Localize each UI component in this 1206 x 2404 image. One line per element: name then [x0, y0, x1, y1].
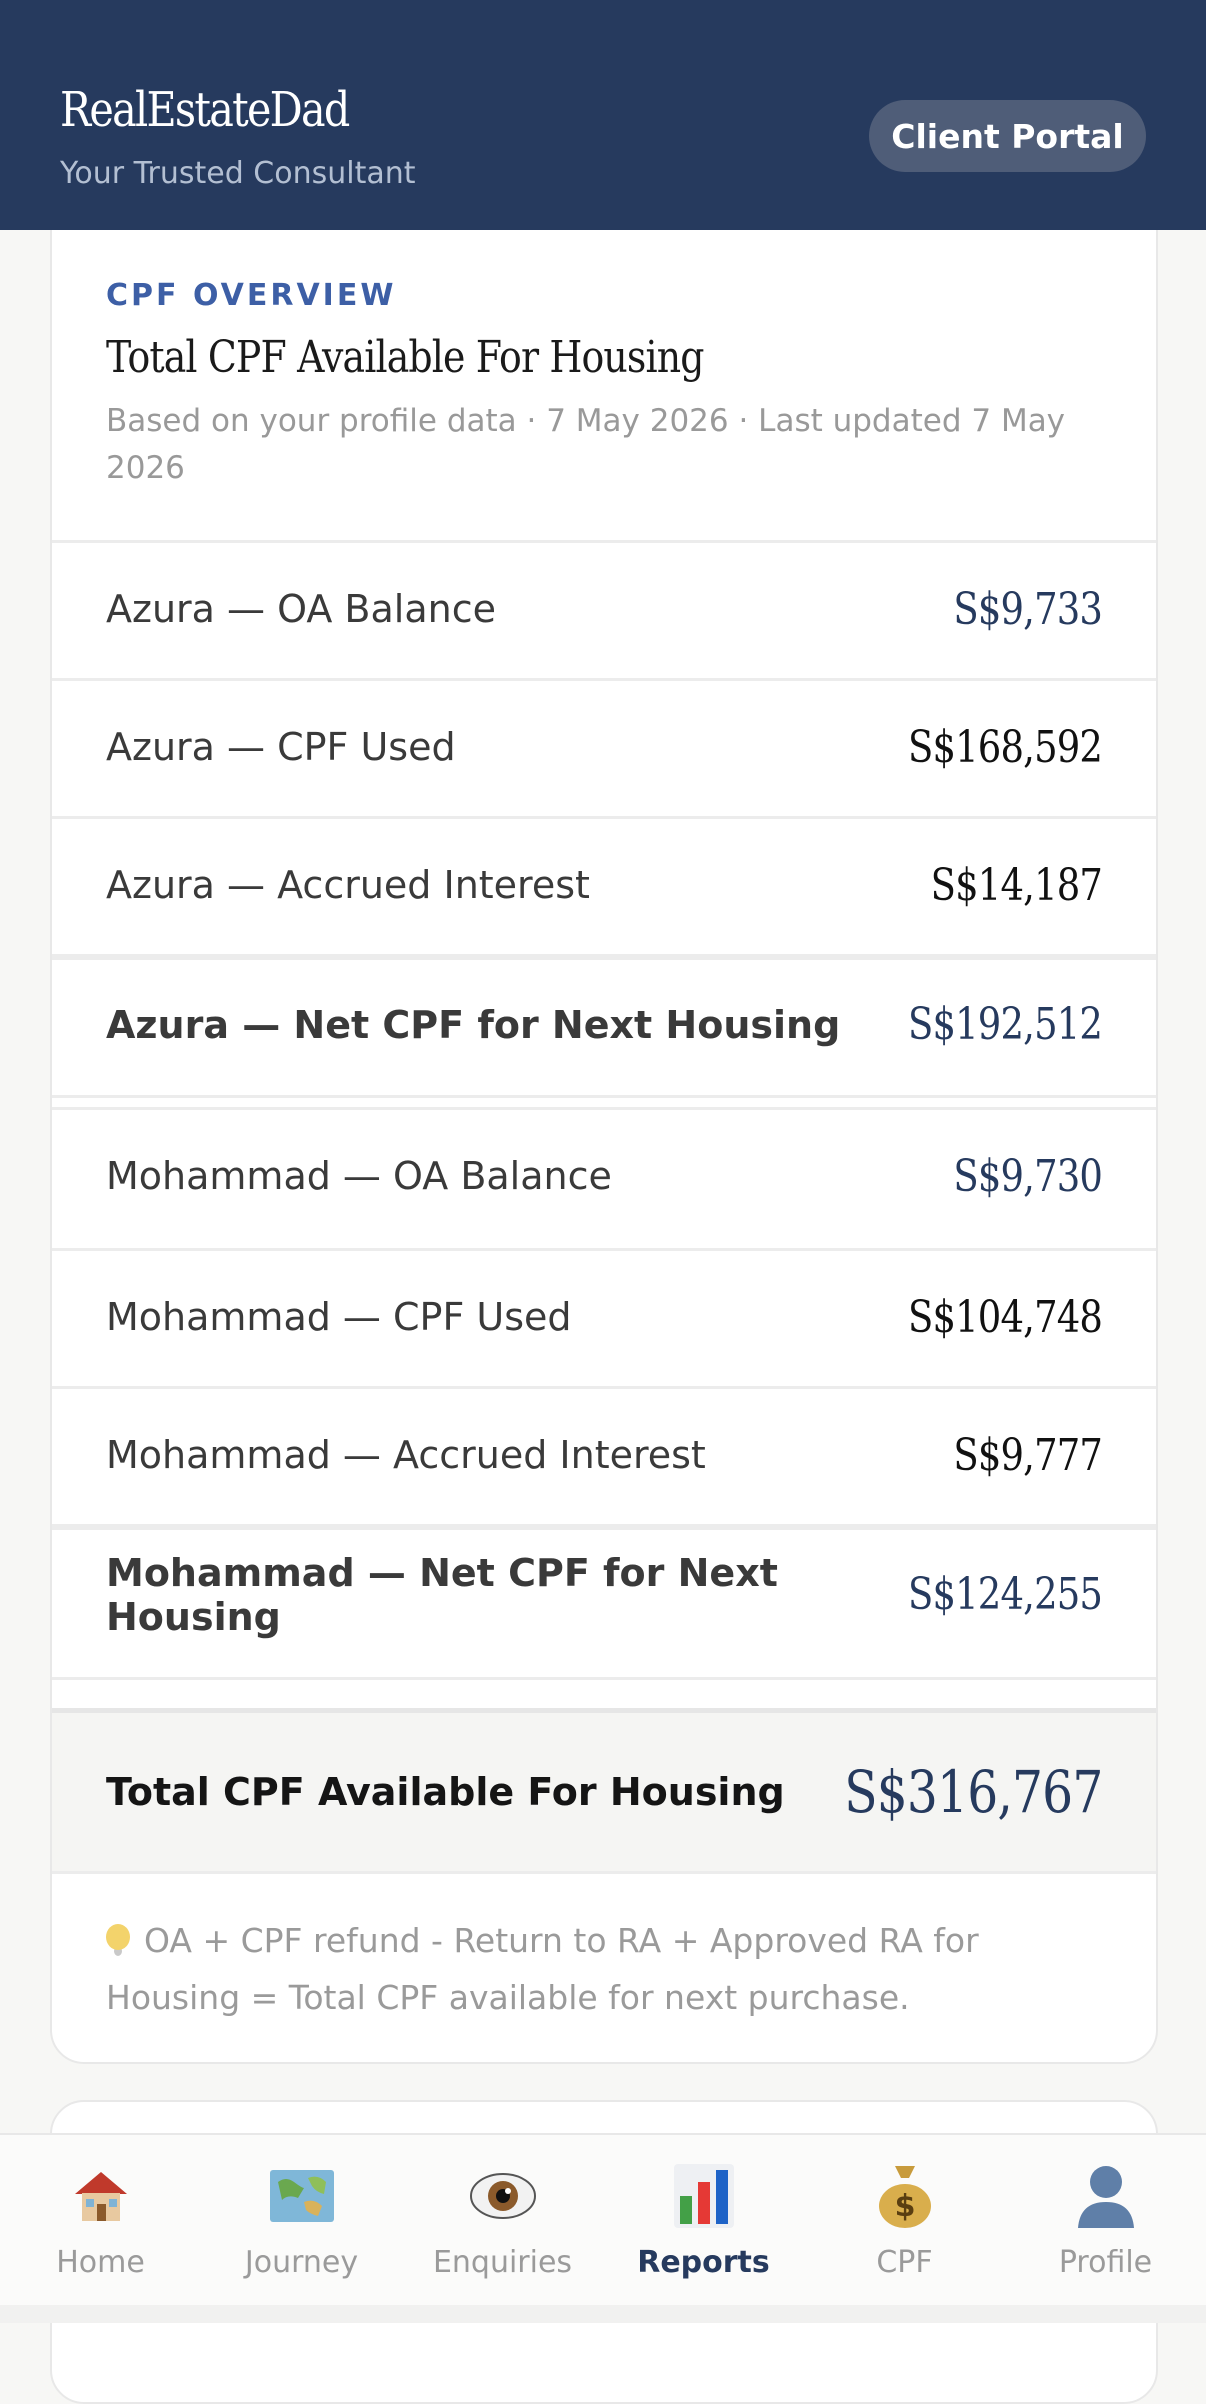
cpf-row-azura-cpf-used — [52, 678, 1156, 813]
bar-chart-icon — [669, 2161, 739, 2231]
card-header — [52, 192, 1156, 540]
svg-text:$: $ — [894, 2189, 915, 2224]
row-separator — [52, 1095, 1156, 1107]
brand-tagline: Your Trusted Consultant — [60, 156, 416, 191]
nav-item-home[interactable] — [0, 2135, 201, 2307]
nav-label: Enquiries — [432, 2245, 573, 2280]
total-label: Total CPF Available For Housing — [106, 1770, 785, 1814]
nav-label: Journey — [244, 2245, 359, 2280]
section-eyebrow: CPF OVERVIEW — [106, 278, 397, 313]
card-title: Total CPF Available For Housing — [106, 332, 704, 383]
row-label: Azura — CPF Used — [106, 725, 456, 769]
formula-note — [106, 1912, 1106, 2026]
cpf-row-azura-accrued-interest — [52, 816, 1156, 951]
nav-label: Reports — [637, 2245, 770, 2280]
nav-item-journey[interactable] — [201, 2135, 402, 2307]
nav-item-profile[interactable] — [1005, 2135, 1206, 2307]
total-cpf-row — [52, 1708, 1156, 1874]
cpf-row-azura-oa-balance — [52, 540, 1156, 675]
row-value: S$168,592 — [907, 721, 1102, 773]
cpf-row-mohammad-oa-balance — [52, 1107, 1156, 1242]
nav-label: CPF — [876, 2245, 933, 2280]
row-value: S$9,777 — [953, 1429, 1102, 1481]
person-icon — [1071, 2161, 1141, 2231]
row-label: Azura — Net CPF for Next Housing — [106, 1002, 841, 1047]
cpf-row-mohammad-net — [52, 1524, 1156, 1659]
row-label: Mohammad — CPF Used — [106, 1295, 572, 1339]
client-portal-button[interactable]: Client Portal — [869, 100, 1146, 172]
row-label: Mohammad — Net CPF for Next Housing — [106, 1550, 778, 1639]
cpf-row-mohammad-accrued-interest — [52, 1386, 1156, 1521]
cpf-row-azura-net — [52, 954, 1156, 1089]
row-label: Azura — Accrued Interest — [106, 863, 590, 907]
row-label: Mohammad — Accrued Interest — [106, 1433, 706, 1477]
house-icon — [66, 2161, 136, 2231]
row-value: S$124,255 — [907, 1569, 1102, 1620]
app-header — [0, 0, 1206, 230]
total-value: S$316,767 — [843, 1758, 1102, 1826]
nav-item-cpf[interactable] — [804, 2135, 1005, 2307]
row-separator — [52, 1677, 1156, 1689]
row-value: S$14,187 — [930, 859, 1102, 911]
row-label: Mohammad — OA Balance — [106, 1154, 612, 1198]
map-icon — [267, 2161, 337, 2231]
row-value: S$104,748 — [907, 1291, 1102, 1343]
eye-icon — [468, 2161, 538, 2231]
nav-item-reports[interactable] — [603, 2135, 804, 2307]
row-value: S$9,733 — [953, 583, 1102, 635]
lightbulb-icon — [106, 1924, 130, 1950]
cpf-overview-card — [50, 190, 1158, 2064]
formula-note-text: OA + CPF refund - Return to RA + Approved RA for Housing = Total CPF available for next purchase. — [106, 1921, 979, 2017]
row-value: S$192,512 — [907, 999, 1102, 1050]
row-value: S$9,730 — [953, 1150, 1102, 1202]
card-subtitle: Based on your profile data · 7 May 2026 · Last updated 7 May 2026 — [106, 403, 1066, 486]
money-bag-icon — [870, 2161, 940, 2231]
nav-item-enquiries[interactable] — [402, 2135, 603, 2307]
cpf-row-mohammad-cpf-used — [52, 1248, 1156, 1383]
nav-label: Home — [56, 2245, 145, 2280]
home-indicator-area — [0, 2305, 1206, 2323]
brand-logo-text[interactable]: RealEstateDad — [60, 82, 349, 138]
bottom-nav — [0, 2133, 1206, 2307]
row-label: Azura — OA Balance — [106, 587, 496, 631]
nav-label: Profile — [1058, 2245, 1153, 2280]
